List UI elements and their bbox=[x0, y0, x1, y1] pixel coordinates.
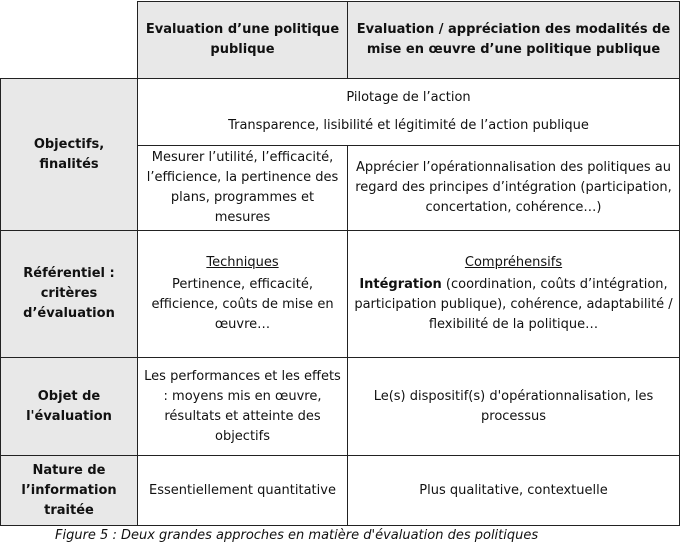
nature-evaluation-cell: Essentiellement quantitative bbox=[138, 456, 348, 526]
header-row bbox=[1, 2, 680, 79]
objet-appreciation-cell: Le(s) dispositif(s) d'opérationnalisation, les processus bbox=[348, 358, 680, 456]
objet-evaluation-cell: Les performances et les effets : moyens mis en œuvre, résultats et atteinte des objectifs bbox=[138, 358, 348, 456]
nature-appreciation-cell: Plus qualitative, contextuelle bbox=[348, 456, 680, 526]
shared-line-pilotage: Pilotage de l’action bbox=[346, 90, 471, 105]
referentiel-appreciation-cell bbox=[348, 231, 680, 358]
referentiel-evaluation-cell bbox=[138, 231, 348, 358]
criteria-bold-integration: Intégration bbox=[359, 277, 442, 292]
row-header-referentiel: Référentiel : critères d’évaluation bbox=[1, 231, 138, 358]
shared-objectives-cell bbox=[138, 79, 680, 146]
criteria-rest-integration: (coordination, coûts d’intégration, participation publique), cohérence, adaptabilité / flexibilité de la politique… bbox=[354, 277, 673, 332]
shared-line-transparence: Transparence, lisibilité et légitimité de l’action publique bbox=[228, 118, 589, 133]
column-header-appreciation: Evaluation / appréciation des modalités de mise en œuvre d’une politique publique bbox=[348, 2, 680, 79]
comparison-table bbox=[0, 1, 680, 526]
table-row-referentiel bbox=[1, 231, 680, 358]
row-header-objectifs: Objectifs, finalités bbox=[1, 79, 138, 231]
table-row-objet bbox=[1, 358, 680, 456]
criteria-title-comprehensifs: Compréhensifs bbox=[464, 255, 563, 270]
row-header-objet: Objet de l'évaluation bbox=[1, 358, 138, 456]
criteria-text-techniques: Pertinence, efficacité, efficience, coûts de mise en œuvre… bbox=[151, 277, 334, 332]
objectifs-evaluation-cell: Mesurer l’utilité, l’efficacité, l’efficience, la pertinence des plans, programmes et mesures bbox=[138, 146, 348, 231]
criteria-title-techniques: Techniques bbox=[206, 255, 279, 270]
figure-caption: Figure 5 : Deux grandes approches en matière d'évaluation des politiques bbox=[55, 528, 539, 542]
row-header-nature: Nature de l’information traitée bbox=[1, 456, 138, 526]
objectifs-appreciation-cell: Apprécier l’opérationnalisation des politiques au regard des principes d’intégration (participation, concertation, cohérence…) bbox=[348, 146, 680, 231]
criteria-text-comprehensifs bbox=[352, 275, 675, 335]
column-header-evaluation: Evaluation d’une politique publique bbox=[138, 2, 348, 79]
table-row-nature bbox=[1, 456, 680, 526]
table-row-objectifs-shared bbox=[1, 79, 680, 146]
corner-cell bbox=[1, 2, 138, 79]
